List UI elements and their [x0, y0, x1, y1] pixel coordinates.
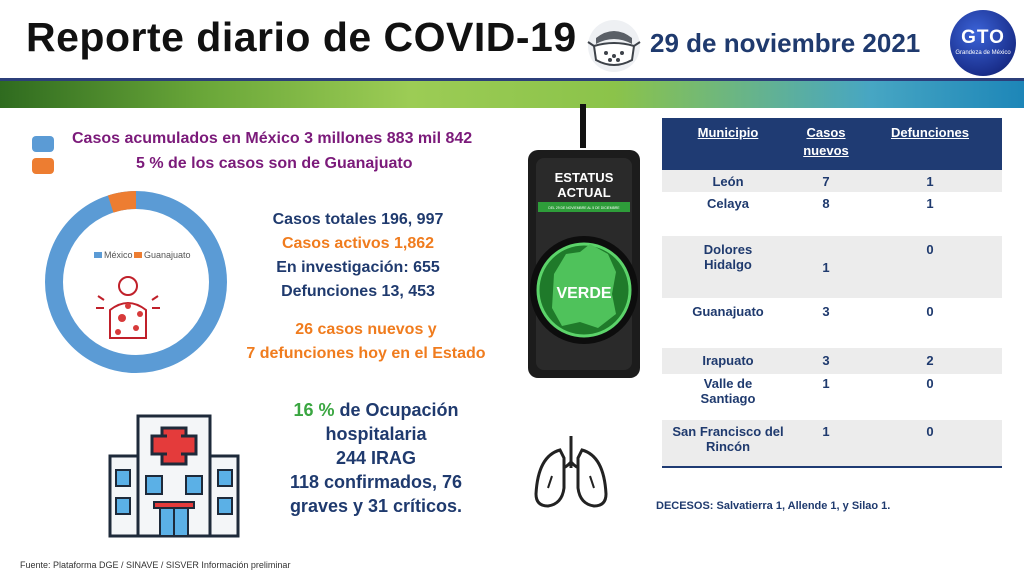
occupancy-line2: hospitalaria: [325, 424, 427, 444]
lungs-icon: [530, 432, 612, 516]
new-cases-line2: 7 defunciones hoy en el Estado: [246, 345, 486, 362]
state-stats: [258, 208, 458, 304]
header-defunciones: Defunciones: [890, 125, 969, 140]
cell-municipio: San Francisco del Rincón: [672, 424, 784, 454]
cell-defunciones: 0: [926, 376, 934, 391]
confirmed-count: 118 confirmados, 76: [289, 472, 463, 492]
total-cases: Casos totales 196, 997: [272, 211, 444, 228]
cell-casos: 1: [822, 424, 830, 439]
cell-casos: 1: [822, 260, 830, 275]
cell-municipio: León: [712, 174, 744, 189]
guanajuato-share-text: 5 % de los casos son de Guanajuato: [136, 155, 413, 172]
cell-municipio: Celaya: [707, 196, 749, 211]
active-cases: Casos activos 1,862: [281, 235, 435, 252]
donut-legend-mexico-swatch: [94, 252, 102, 258]
table-row: [662, 192, 1002, 236]
page-title: Reporte diario de COVID-19: [26, 14, 577, 60]
cell-defunciones: 1: [926, 196, 934, 211]
donut-legend-guanajuato: Guanajuato: [144, 250, 191, 260]
legend-swatch-mexico: [32, 136, 54, 152]
cell-casos: 3: [822, 353, 830, 368]
cell-defunciones: 2: [926, 353, 934, 368]
face-mask-icon: [584, 18, 644, 74]
severity-count: graves y 31 críticos.: [289, 496, 463, 516]
cell-municipio: Irapuato: [702, 353, 754, 368]
table-row: [662, 348, 1002, 374]
donut-arc-guanajuato: [111, 200, 136, 204]
occupancy-percent: 16 %: [293, 400, 335, 420]
occupancy-line1-rest: de Ocupación: [334, 400, 459, 420]
sick-person-icon: [96, 277, 160, 338]
cell-casos: 1: [822, 376, 830, 391]
table-row: [662, 420, 1002, 466]
cases-donut-chart: [44, 190, 228, 374]
cell-casos: 3: [822, 304, 830, 319]
irag-count: 244 IRAG: [335, 448, 417, 468]
cell-defunciones: 0: [926, 424, 934, 439]
legend-swatch-guanajuato: [32, 158, 54, 174]
table-row: [662, 236, 1002, 298]
table-row: [662, 170, 1002, 192]
cell-casos: 7: [822, 174, 830, 189]
hospital-icon: [104, 406, 244, 546]
cell-municipio: Dolores Hidalgo: [703, 242, 753, 272]
cell-defunciones: 0: [926, 242, 934, 257]
cell-municipio: Valle de Santiago: [700, 376, 756, 406]
municipality-table: [662, 118, 1002, 468]
occupancy-line1: [266, 398, 486, 422]
table-header: [662, 118, 1002, 170]
status-label: VERDE: [556, 285, 612, 302]
header-municipio: Municipio: [697, 125, 759, 140]
hospital-occupancy: [266, 398, 486, 518]
cell-defunciones: 1: [926, 174, 934, 189]
accumulated-cases-text: Casos acumulados en México 3 millones 883 mil 842: [72, 130, 473, 147]
status-title-1: ESTATUS: [554, 170, 614, 185]
status-period: DEL 29 DE NOVIEMBRE AL 5 DE DICIEMBRE: [548, 206, 620, 210]
status-title-2: ACTUAL: [557, 185, 611, 200]
cell-municipio: Guanajuato: [692, 304, 764, 319]
cell-defunciones: 0: [926, 304, 934, 319]
cell-casos: 8: [822, 196, 830, 211]
header-casos: Casos nuevos: [803, 125, 849, 158]
in-investigation: En investigación: 655: [276, 259, 440, 276]
color-band: [0, 81, 1024, 108]
daily-new-cases: [236, 318, 496, 366]
logo-subtext: Grandeza de México: [955, 50, 1011, 56]
logo-text: GTO: [961, 27, 1005, 48]
donut-legend-guanajuato-swatch: [134, 252, 142, 258]
table-row: [662, 298, 1002, 348]
donut-legend-mexico: México: [104, 250, 133, 260]
source-note: Fuente: Plataforma DGE / SINAVE / SISVER Información preliminar: [20, 560, 291, 570]
deaths-by-municipality: DECESOS: Salvatierra 1, Allende 1, y Silao 1.: [656, 500, 891, 512]
report-date: 29 de noviembre 2021: [650, 28, 921, 58]
table-row: [662, 374, 1002, 420]
total-deaths: Defunciones 13, 453: [281, 283, 435, 300]
status-traffic-light: [524, 104, 644, 380]
gto-logo: [950, 10, 1016, 76]
new-cases-line1: 26 casos nuevos y: [295, 321, 437, 338]
